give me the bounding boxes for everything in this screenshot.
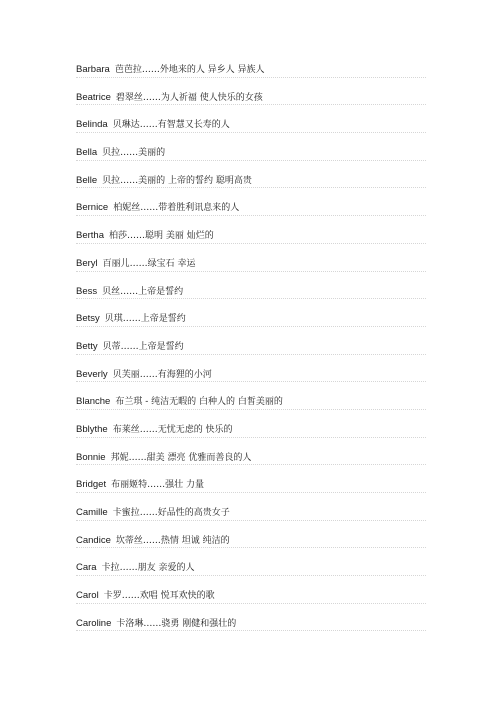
list-item (76, 222, 426, 250)
list-item (76, 388, 426, 416)
entry-meaning: 卡罗……欢唱 悦耳欢快的歌 (103, 591, 215, 602)
list-item (76, 111, 426, 139)
entry-name: Carol (76, 590, 99, 602)
entry-meaning: 贝蒂……上帝是誓约 (102, 341, 184, 352)
entry-meaning: 布兰琪 - 纯洁无暇的 白种人的 白皙美丽的 (115, 397, 283, 408)
entry-name: Bella (76, 147, 98, 159)
entry-name: Beatrice (76, 91, 111, 103)
list-item (76, 610, 426, 638)
entry-meaning: 柏莎……聪明 美丽 灿烂的 (109, 231, 214, 242)
list-item (76, 527, 426, 555)
entry-meaning: 布莱丝……无忧无虑的 快乐的 (112, 424, 233, 435)
entry-name: Bonnie (76, 451, 106, 463)
entry-name: Cara (76, 562, 97, 574)
entry-name: Bertha (76, 230, 104, 242)
entry-name: Bblythe (76, 423, 108, 435)
entry-meaning: 贝丝……上帝是誓约 (102, 286, 184, 297)
entry-meaning: 贝芙丽……有海狸的小河 (112, 369, 212, 380)
list-item (76, 471, 426, 499)
list-item (76, 278, 426, 306)
list-item (76, 554, 426, 582)
entry-name: Belinda (76, 119, 108, 131)
list-item (76, 333, 426, 361)
entry-name: Barbara (76, 64, 110, 75)
entry-name: Beryl (76, 257, 98, 269)
entry-meaning: 碧翠丝……为人祈福 使人快乐的女孩 (115, 92, 263, 103)
list-item (76, 167, 426, 195)
entry-name: Belle (76, 174, 98, 186)
entry-name: Betty (76, 340, 98, 352)
entry-name: Caroline (76, 617, 112, 629)
entry-meaning: 邦妮……甜美 漂亮 优雅而善良的人 (110, 452, 252, 463)
entry-meaning: 卡洛琳……骁勇 刚健和强壮的 (116, 618, 237, 629)
list-item (76, 361, 426, 389)
list-item (76, 139, 426, 167)
list-item (76, 250, 426, 278)
list-item (76, 84, 426, 112)
list-item (76, 444, 426, 472)
entry-meaning: 柏妮丝……带着胜利讯息来的人 (113, 203, 240, 214)
entry-name: Camille (76, 507, 108, 518)
list-item (76, 56, 426, 84)
entry-name: Candice (76, 534, 111, 546)
entry-meaning: 卡拉……朋友 亲爱的人 (101, 563, 195, 574)
entry-meaning: 贝拉……美丽的 (102, 148, 166, 159)
entry-name: Bernice (76, 202, 109, 214)
entry-name: Blanche (76, 396, 111, 408)
entry-meaning: 布丽姬特……强壮 力量 (111, 480, 204, 491)
list-item (76, 305, 426, 333)
list-item (76, 416, 426, 444)
entry-meaning: 贝琳达……有智慧又长寿的人 (112, 120, 230, 131)
entry-name: Bridget (76, 479, 107, 491)
entry-meaning: 贝琪……上帝是誓约 (104, 314, 186, 325)
entry-meaning: 坎蒂丝……热情 坦诚 纯洁的 (115, 535, 230, 546)
entry-meaning: 贝拉……美丽的 上帝的誓约 聪明高贵 (102, 175, 252, 186)
list-item (76, 499, 426, 527)
entry-meaning: 卡蜜拉……好品性的高贵女子 (112, 508, 230, 518)
entry-meaning: 百丽儿……绿宝石 幸运 (102, 258, 196, 269)
list-item (76, 194, 426, 222)
entry-name: Betsy (76, 313, 100, 325)
entry-meaning: 芭芭拉……外地来的人 异乡人 异族人 (114, 65, 265, 75)
entry-name: Beverly (76, 368, 108, 380)
entry-name: Bess (76, 285, 98, 297)
name-meaning-list (76, 56, 426, 637)
list-item (76, 582, 426, 610)
